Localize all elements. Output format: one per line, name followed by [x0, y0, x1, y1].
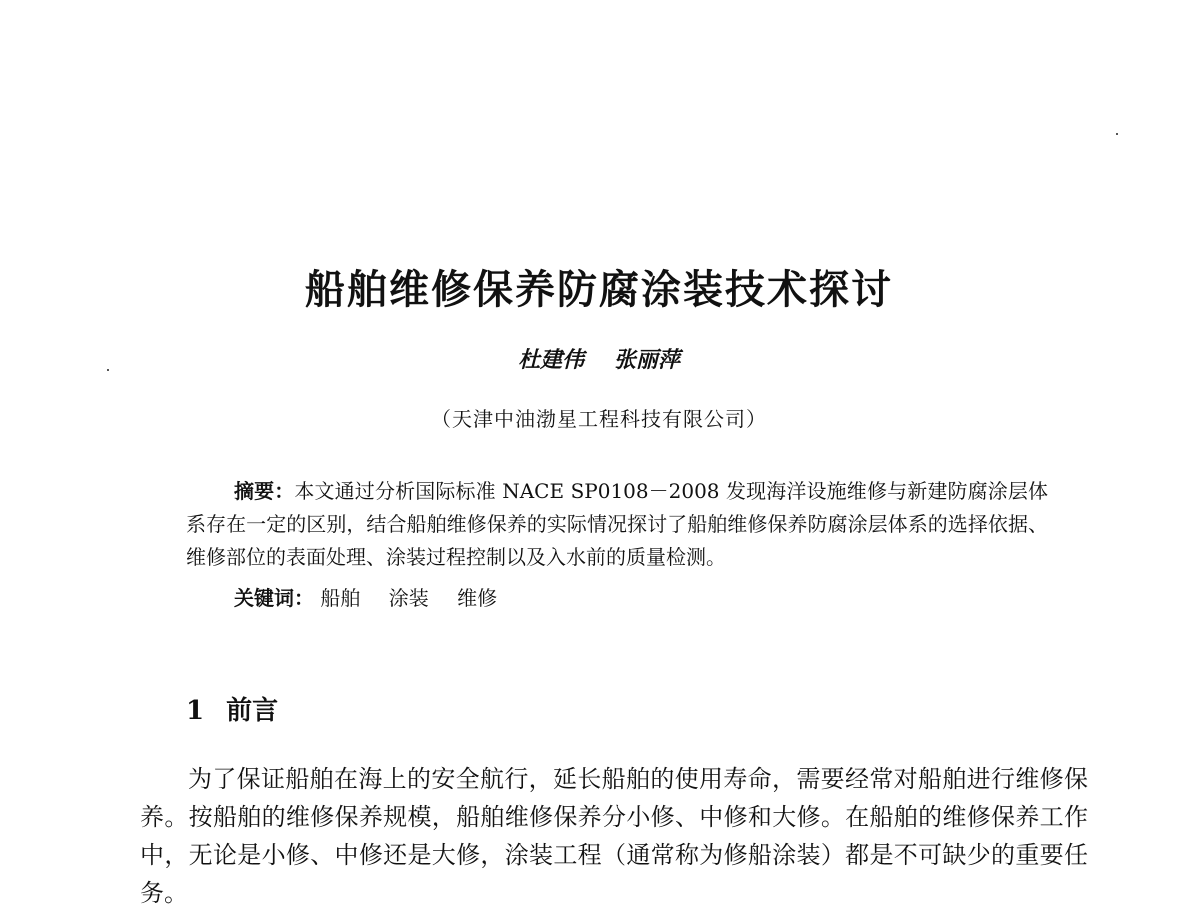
author-name: 张丽萍 [613, 347, 680, 373]
abstract-label: 摘要： [234, 479, 295, 503]
keywords [234, 582, 519, 611]
keyword: 涂装 [388, 586, 429, 610]
section-number: 1 [186, 696, 205, 726]
keywords-label: 关键词： [234, 586, 314, 610]
abstract-text: 本文通过分析国际标准 NACE SP0108－2008 发现海洋设施维修与新建防腐涂层体系存在一定的区别，结合船舶维修保养的实际情况探讨了船舶维修保养防腐涂层体系的选择依据、维修部位的表面处理、涂装过程控制以及入水前的质量检测。 [186, 479, 1049, 569]
section-heading [186, 690, 278, 727]
author-name: 杜建伟 [518, 347, 585, 373]
keyword: 维修 [457, 586, 498, 610]
affiliation: （天津中油渤星工程科技有限公司） [431, 407, 767, 431]
keyword: 船舶 [320, 586, 361, 610]
abstract [186, 475, 1048, 574]
scan-speck [1116, 133, 1118, 135]
paper-title: 船舶维修保养防腐涂装技术探讨 [305, 267, 893, 313]
body-paragraph: 为了保证船舶在海上的安全航行，延长船舶的使用寿命，需要经常对船舶进行维修保养。按船舶的维修保养规模，船舶维修保养分小修、中修和大修。在船舶的维修保养工作中，无论是小修、中修还是大修，涂装工程（通常称为修船涂装）都是不可缺少的重要任务。 [140, 765, 1088, 907]
section-title: 前言 [226, 696, 279, 726]
author-list [0, 343, 1198, 374]
